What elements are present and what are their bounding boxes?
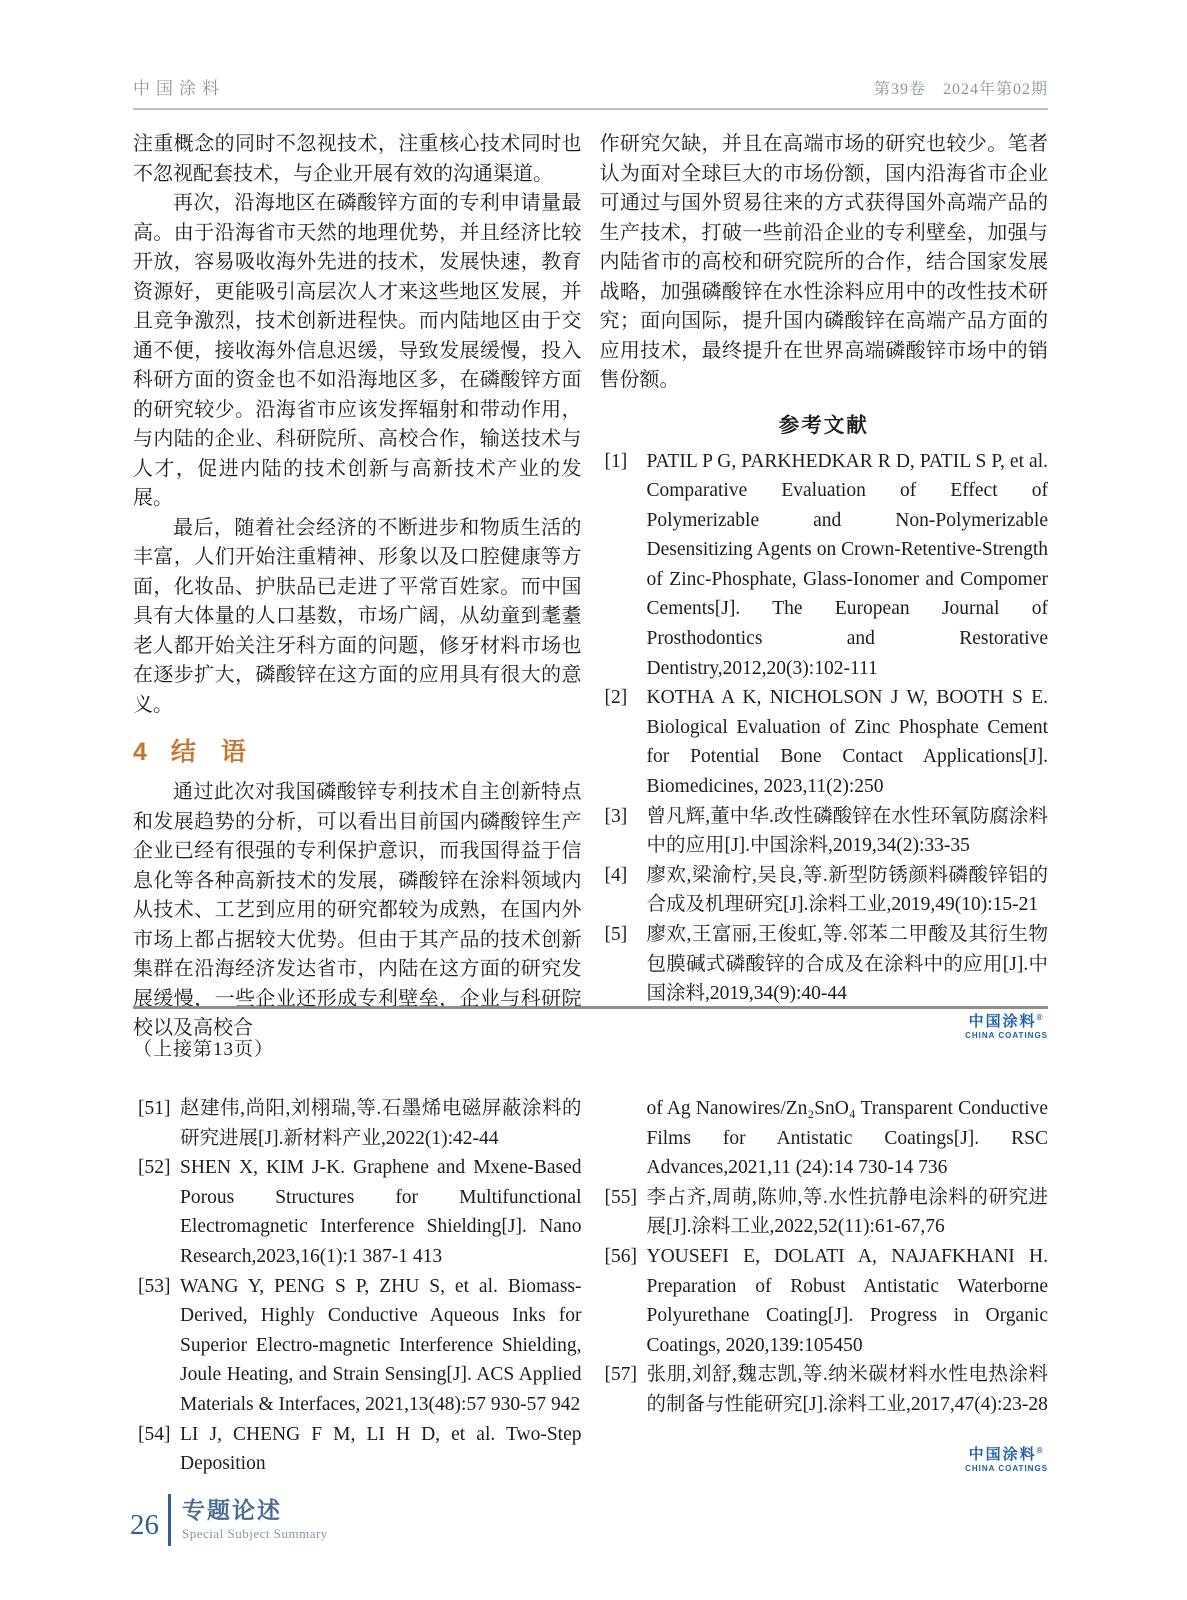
reference-label: [56]	[604, 1245, 637, 1267]
reference-text: 张朋,刘舒,魏志凯,等.纳米碳材料水性电热涂料的制备与性能研究[J].涂料工业,2017,47(4):23-28	[646, 1364, 1048, 1415]
upper-right-column	[600, 130, 1049, 1044]
reference-list	[133, 1094, 582, 1479]
logo-wrap-lower	[600, 1446, 1049, 1474]
reference-text: 廖欢,王富丽,王俊虹,等.邻苯二甲酸及其衍生物包膜碱式磷酸锌的合成及在涂料中的应用[J].中国涂料,2019,34(9):40-44	[646, 924, 1048, 1005]
registered-mark: ®	[1036, 1012, 1045, 1022]
lower-right-column	[600, 1094, 1049, 1479]
column-title: 专题论述	[182, 1496, 282, 1523]
reference-item	[600, 861, 1049, 920]
upper-section	[133, 130, 1048, 1044]
china-coatings-logo	[965, 1014, 1048, 1041]
reference-text: PATIL P G, PARKHEDKAR R D, PATIL S P, et al. Comparative Evaluation of Effect of Polymerizable and Non-Polymerizable Desensitizing Agents on Crown-Retentive-Strength of Zinc-Phosphate, Glass-Ionomer and Compomer Cements[J]. The European Journal of Prosthodontics and Restorative Dentistry,2012,20(3):102-111	[646, 450, 1048, 679]
journal-name: 中国涂料	[133, 79, 225, 98]
reference-label: [3]	[604, 805, 628, 827]
reference-text: of Ag Nanowires/Zn₂SnO₄ Transparent Conductive Films for Antistatic Coatings[J]. RSC Advances,2021,11 (24):14 730-14 736	[646, 1098, 1048, 1179]
page-footer	[130, 1494, 328, 1546]
continuation-note: （上接第13页）	[133, 1039, 275, 1060]
reference-label: [1]	[604, 450, 628, 472]
logo-cn-text: 中国涂料®	[968, 1445, 1045, 1463]
paragraph: 注重概念的同时不忽视技术，注重核心技术同时也不忽视配套技术，与企业开展有效的沟通渠道。	[133, 133, 582, 185]
logo-en-text: CHINA COATINGS	[965, 1031, 1048, 1041]
paragraph: 最后，随着社会经济的不断进步和物质生活的丰富，人们开始注重精神、形象以及口腔健康等方面，化妆品、护肤品已走进了平常百姓家。而中国具有大体量的人口基数，市场广阔，从幼童到耄耋老人都开始关注牙科方面的问题，修牙材料市场也在逐步扩大，磷酸锌在这方面的应用具有很大的意义。	[133, 516, 582, 716]
page-number: 26	[130, 1508, 159, 1541]
reference-item	[600, 1183, 1049, 1242]
reference-item	[600, 920, 1049, 1009]
reference-text: 赵建伟,尚阳,刘栩瑞,等.石墨烯电磁屏蔽涂料的研究进展[J].新材料产业,2022(1):42-44	[180, 1098, 582, 1149]
reference-item	[600, 447, 1049, 684]
references-title: 参考文献	[778, 414, 869, 437]
reference-label: [54]	[138, 1423, 171, 1445]
china-coatings-logo	[965, 1447, 1048, 1474]
logo-en-text: CHINA COATINGS	[965, 1464, 1048, 1474]
reference-item	[133, 1272, 582, 1420]
reference-item	[133, 1094, 582, 1153]
reference-item	[600, 1094, 1049, 1183]
reference-text: LI J, CHENG F M, LI H D, et al. Two-Step Deposition	[180, 1423, 582, 1475]
reference-text: KOTHA A K, NICHOLSON J W, BOOTH S E. Biological Evaluation of Zinc Phosphate Cement for Potential Bone Contact Applications[J]. Biomedicines, 2023,11(2):250	[646, 687, 1048, 798]
reference-text: 曾凡辉,董中华.改性磷酸锌在水性环氧防腐涂料中的应用[J].中国涂料,2019,34(2):33-35	[646, 805, 1048, 857]
reference-item	[600, 1360, 1049, 1419]
reference-item	[600, 802, 1049, 861]
reference-label: [51]	[138, 1098, 171, 1119]
lower-section	[133, 1094, 1048, 1479]
logo-wrap-upper	[600, 1013, 1049, 1041]
reference-label: [5]	[604, 924, 628, 945]
reference-label: [4]	[604, 864, 628, 886]
reference-list	[600, 447, 1049, 1009]
logo-cn-text: 中国涂料®	[968, 1012, 1045, 1030]
footer-column-block	[182, 1498, 328, 1542]
section-divider	[133, 1006, 1048, 1009]
reference-item	[133, 1153, 582, 1271]
reference-label: [2]	[604, 687, 628, 709]
reference-item	[133, 1420, 582, 1479]
reference-label: [57]	[604, 1364, 637, 1386]
reference-text: 李占齐,周萌,陈帅,等.水性抗静电涂料的研究进展[J].涂料工业,2022,52(11):61-67,76	[646, 1186, 1048, 1238]
upper-left-column	[133, 130, 582, 1044]
reference-text: 廖欢,梁渝柠,吴良,等.新型防锈颜料磷酸锌铝的合成及机理研究[J].涂料工业,2019,49(10):15-21	[646, 864, 1048, 916]
page-header	[133, 74, 1048, 110]
reference-item	[600, 683, 1049, 801]
section-heading	[133, 737, 582, 767]
reference-text: SHEN X, KIM J-K. Graphene and Mxene-Based Porous Structures for Multifunctional Electromagnetic Interference Shielding[J]. Nano Research,2023,16(1):1 387-1 413	[180, 1157, 582, 1267]
registered-mark: ®	[1036, 1445, 1045, 1455]
footer-divider-bar	[168, 1494, 171, 1546]
paragraph: 再次，沿海地区在磷酸锌方面的专利申请量最高。由于沿海省市天然的地理优势，并且经济比较开放，容易吸收海外先进的技术，发展快速，教育资源好，更能吸引高层次人才来这些地区发展，并且竞争激烈，技术创新进程快。而内陆地区由于交通不便，接收海外信息迟缓，导致发展缓慢，投入科研方面的资金也不如沿海地区多，在磷酸锌方面的研究较少。沿海省市应该发挥辐射和带动作用，与内陆的企业、科研院所、高校合作，输送技术与人才，促进内陆的技术创新与高新技术产业的发展。	[133, 192, 582, 509]
section-title: 结 语	[170, 738, 246, 766]
paragraph: 作研究欠缺，并且在高端市场的研究也较少。笔者认为面对全球巨大的市场份额，国内沿海省市企业可通过与国外贸易往来的方式获得国外高端产品的生产技术，打破一些前沿企业的专利壁垒，加强与内陆省市的高校和研究院所的合作，结合国家发展战略，加强磷酸锌在水性涂料应用中的改性技术研究；面向国际，提升国内磷酸锌在高端产品方面的应用技术，最终提升在世界高端磷酸锌市场中的销售份额。	[599, 133, 1048, 391]
reference-text: WANG Y, PENG S P, ZHU S, et al. Biomass-Derived, Highly Conductive Aqueous Inks for Superior Electro-magnetic Interference Shielding, Joule Heating, and Strain Sensing[J]. ACS Applied Materials & Interfaces, 2021,13(48):57 930-57 942	[180, 1275, 582, 1415]
lower-left-column	[133, 1094, 582, 1479]
reference-label: [52]	[138, 1157, 171, 1179]
column-subtitle: Special Subject Summary	[182, 1526, 328, 1542]
reference-label: [53]	[138, 1275, 171, 1297]
reference-list	[600, 1094, 1049, 1420]
paragraph: 通过此次对我国磷酸锌专利技术自主创新特点和发展趋势的分析，可以看出目前国内磷酸锌生产企业已经有很强的专利保护意识，而我国得益于信息化等各种高新技术的发展，磷酸锌在涂料领域内从技术、工艺到应用的研究都较为成熟，在国内外市场上都占据较大优势。但由于其产品的技术创新集群在沿海经济发达省市，内陆在这方面的研究发展缓慢，一些企业还形成专利壁垒，企业与科研院校以及高校合	[133, 781, 582, 1039]
reference-text: YOUSEFI E, DOLATI A, NAJAFKHANI H. Preparation of Robust Antistatic Waterborne Polyurethane Coating[J]. Progress in Organic Coatings, 2020,139:105450	[646, 1245, 1048, 1356]
issue-info: 第39卷 2024年第02期	[873, 81, 1048, 98]
section-number: 4	[133, 738, 147, 766]
reference-label: [55]	[604, 1186, 637, 1208]
reference-item	[600, 1242, 1049, 1360]
